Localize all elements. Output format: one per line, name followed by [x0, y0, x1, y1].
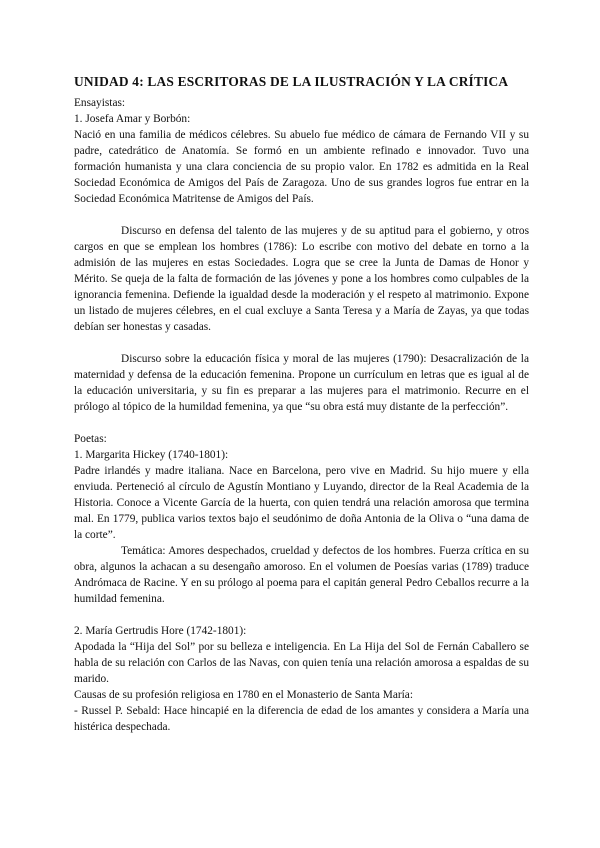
- author-name-margarita-hickey: 1. Margarita Hickey (1740-1801):: [74, 449, 229, 461]
- author-name-josefa-amar: 1. Josefa Amar y Borbón:: [74, 113, 191, 125]
- work-discurso-educacion-fisica: Discurso sobre la educación física y moral de las mujeres (1790): Desacralización de la maternidad y defensa de la educación femenina. Propone un currículum en letras que es igual al de la educación universitaria, y su fin es preparar a las mujeres para el matrimonio. Recurre en el prólogo al tópico de la humildad femenina, ya que “su obra está muy distante de la perfección”.: [74, 353, 529, 413]
- religious-profession-causes: Causas de su profesión religiosa en 1780 en el Monasterio de Santa María:: [74, 689, 413, 701]
- list-item-russel-sebald: - Russel P. Sebald: Hace hincapié en la diferencia de edad de los amantes y considera a María una histérica despechada.: [74, 705, 529, 733]
- author-bio-josefa-amar: Nació en una familia de médicos célebres. Su abuelo fue médico de cámara de Fernando VII y su padre, catedrático de Anatomía. Se formó en un ambiente refinado e innovador. Tuvo una formación humanista y una clara conciencia de su propio valor. En 1782 es admitida en la Real Sociedad Económica de Amigos del País de Zaragoza. Uno de sus grandes logros fue entrar en la Sociedad Económica Matritense de Amigos del País.: [74, 129, 529, 205]
- document-page: [74, 73, 529, 735]
- work-discurso-defensa-talento: Discurso en defensa del talento de las mujeres y de su aptitud para el gobierno, y otros cargos en que se emplean los hombres (1786): Lo escribe con motivo del debate en torno a la admisión de las mujeres en estas Sociedades. Logra que se cree la Junta de Damas de Honor y Mérito. Se queja de la falta de formación de las jóvenes y pone a los hombres como culpables de la ignorancia femenina. Defiende la igualdad desde la moderación y el respeto al matrimonio. Expone un listado de mujeres célebres, en el cual excluye a Santa Teresa y a María de Zayas, ya que todas debían ser honestas y casadas.: [74, 225, 529, 333]
- section-heading-ensayistas: Ensayistas:: [74, 97, 126, 109]
- section-heading-poetas: Poetas:: [74, 433, 107, 445]
- author-bio-maria-gertrudis-hore: Apodada la “Hija del Sol” por su belleza e inteligencia. En La Hija del Sol de Fernán Caballero se habla de su relación con Carlos de las Navas, con quien tenía una relación amorosa a espaldas de su marido.: [74, 641, 529, 685]
- author-bio-margarita-hickey: Padre irlandés y madre italiana. Nace en Barcelona, pero vive en Madrid. Su hijo muere y ella enviuda. Perteneció al círculo de Agustín Montiano y Luyando, director de la Real Academia de la Historia. Conoce a Vicente García de la huerta, con quien tendrá una relación amorosa que termina mal. En 1779, publica varios textos bajo el seudónimo de doña Antonia de la Oliva o “una dama de la corte”.: [74, 465, 529, 541]
- document-title: UNIDAD 4: LAS ESCRITORAS DE LA ILUSTRACIÓN Y LA CRÍTICA: [74, 74, 509, 89]
- tematica-margarita-hickey: Temática: Amores despechados, crueldad y defectos de los hombres. Fuerza crítica en su obra, algunos la achacan a su desengaño amoroso. En el volumen de Poesías varias (1789) traduce Andrómaca de Racine. Y en su prólogo al poema para el capitán general Pedro Ceballos recurre a la humildad femenina.: [74, 545, 529, 605]
- author-name-maria-gertrudis-hore: 2. María Gertrudis Hore (1742-1801):: [74, 625, 247, 637]
